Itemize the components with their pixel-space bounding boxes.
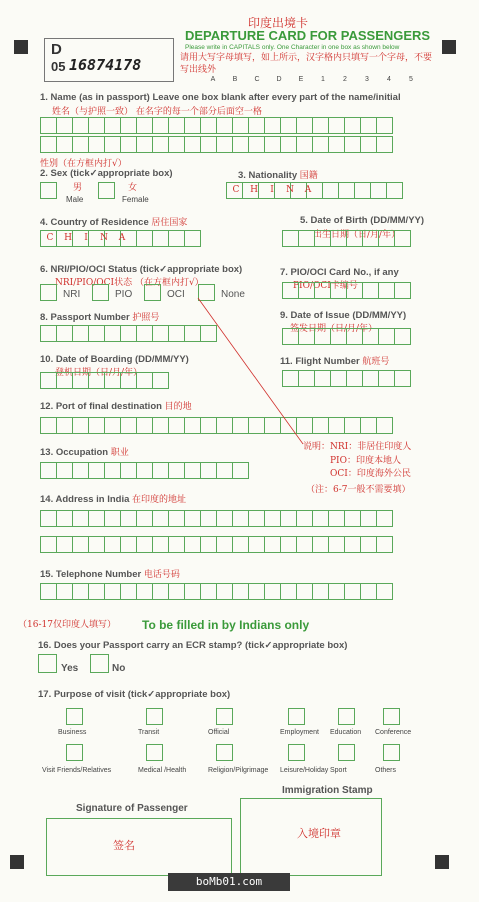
- pio-card-label: 7. PIO/OCI Card No., if any: [280, 267, 399, 278]
- sample-letter: C: [254, 76, 260, 83]
- residence-cn: 居住国家: [151, 218, 188, 228]
- port-en: 12. Port of final destination: [40, 401, 162, 412]
- purpose-label: Religion/Pilgrimage: [208, 767, 269, 774]
- passport-cn: 护照号: [132, 313, 160, 323]
- note-line-2: PIO：印度本地人: [330, 456, 401, 466]
- residence-en: 4. Country of Residence: [40, 217, 149, 228]
- purpose-label: Employment: [280, 729, 319, 736]
- nationality-en: 3. Nationality: [238, 170, 298, 181]
- char: C: [232, 185, 240, 195]
- female-label: Female: [122, 195, 149, 204]
- dob-label: 5. Date of Birth (DD/MM/YY): [300, 215, 425, 226]
- name-label-cn: 姓名（与护照一致） 在名字的每一个部分后面空一格: [52, 107, 262, 117]
- purpose-label: Medical /Health: [138, 767, 187, 774]
- purpose-label: 17. Purpose of visit (tick✓appropriate box): [38, 689, 231, 700]
- boarding-cn: 登机日期（日/月/年）: [55, 368, 143, 378]
- purpose-label: Business: [58, 729, 87, 736]
- male-cn: 男: [73, 183, 83, 193]
- sample-letter: 4: [387, 76, 391, 83]
- ecr-no-label: No: [112, 663, 126, 674]
- purpose-label: Conference: [375, 729, 412, 736]
- title-en: DEPARTURE CARD FOR PASSENGERS: [185, 28, 431, 43]
- title-cn: 印度出境卡: [248, 16, 309, 30]
- port-cn: 目的地: [164, 402, 192, 412]
- instruction-en: Please write in CAPITALS only. One Character in one box as shown below: [185, 44, 400, 51]
- ecr-yes-label: Yes: [61, 663, 79, 674]
- sample-letter: 1: [321, 76, 325, 83]
- code-letter: D: [51, 41, 62, 58]
- purpose-label: Visit Friends/Relatives: [42, 767, 112, 774]
- indians-en: To be filled in by Indians only: [142, 618, 310, 632]
- purpose-label: Leisure/Holiday: [280, 767, 329, 774]
- status-cn: NRI/PIO/OCI状态 （在方框内打√）: [55, 278, 204, 288]
- name-label: 1. Name (as in passport) Leave one box blank after every part of the name/initial: [40, 92, 401, 103]
- char: H: [250, 185, 258, 195]
- flight-en: 11. Flight Number: [280, 356, 360, 367]
- char: I: [84, 233, 88, 243]
- note-line-4: （注：6-7一般不需要填）: [306, 485, 411, 495]
- nationality-cn: 国籍: [299, 171, 318, 181]
- stamp-title: Immigration Stamp: [282, 785, 373, 796]
- char: N: [100, 233, 108, 243]
- sex-label: 2. Sex (tick✓appropriate box): [40, 168, 173, 179]
- char: A: [118, 233, 126, 243]
- sample-letter: B: [232, 76, 238, 83]
- flight-cn: 航班号: [362, 357, 390, 367]
- phone-cn: 电话号码: [143, 570, 180, 580]
- sample-letter: 2: [343, 76, 347, 83]
- passport-en: 8. Passport Number: [40, 312, 130, 323]
- purpose-label: Sport: [330, 767, 347, 774]
- sample-letter: A: [210, 76, 216, 83]
- sample-letter: D: [276, 76, 282, 83]
- boarding-label: 10. Date of Boarding (DD/MM/YY): [40, 354, 189, 365]
- sample-letter: 3: [365, 76, 369, 83]
- stamp-cn: 入境印章: [297, 827, 341, 840]
- instruction-cn: 请用大写字母填写，如上所示，汉字格内只填写一个字母，不要写出线外: [180, 53, 433, 75]
- ecr-question: 16. Does your Passport carry an ECR stamp? (tick✓appropriate box): [38, 640, 348, 651]
- phone-en: 15. Telephone Number: [40, 569, 142, 580]
- pio-label: PIO: [115, 289, 133, 300]
- issue-cn: 签发日期（日/月/年）: [290, 324, 378, 334]
- serial-number: 16874178: [69, 56, 142, 74]
- purpose-label: Official: [208, 729, 230, 736]
- char: C: [46, 233, 54, 243]
- note-line-1: 说明：NRI：非居住印度人: [303, 442, 412, 452]
- nri-label: NRI: [63, 289, 81, 300]
- purpose-label: Education: [330, 729, 362, 736]
- pio-card-cn: PIO/OCI卡编号: [293, 281, 358, 291]
- code-sub: 05: [51, 59, 66, 74]
- issue-label: 9. Date of Issue (DD/MM/YY): [280, 310, 407, 321]
- none-label: None: [221, 289, 245, 300]
- male-label: Male: [66, 195, 84, 204]
- char: H: [64, 233, 72, 243]
- indians-cn: （16-17仅印度人填写）: [18, 620, 116, 630]
- oci-label: OCI: [167, 289, 185, 300]
- address-cn: 在印度的地址: [132, 495, 187, 505]
- occupation-en: 13. Occupation: [40, 447, 109, 458]
- gender-cn: 性别（在方框内打√）: [40, 159, 127, 169]
- signature-title: Signature of Passenger: [76, 803, 188, 814]
- female-cn: 女: [128, 183, 138, 193]
- char: I: [270, 185, 274, 195]
- char: N: [286, 185, 294, 195]
- sample-letter: 5: [409, 76, 413, 83]
- signature-cn: 签名: [113, 839, 135, 852]
- note-line-3: OCI：印度海外公民: [330, 469, 411, 479]
- purpose-label: Others: [375, 767, 397, 774]
- purpose-label: Transit: [138, 729, 160, 736]
- address-en: 14. Address in India: [40, 494, 130, 505]
- dob-cn: 出生日期（日/月/年）: [313, 230, 401, 240]
- char: A: [304, 185, 312, 195]
- occupation-cn: 职业: [110, 448, 129, 458]
- sample-letter: E: [298, 76, 304, 83]
- status-label: 6. NRI/PIO/OCI Status (tick✓appropriate box): [40, 264, 243, 275]
- watermark: boMb01.com: [168, 873, 290, 891]
